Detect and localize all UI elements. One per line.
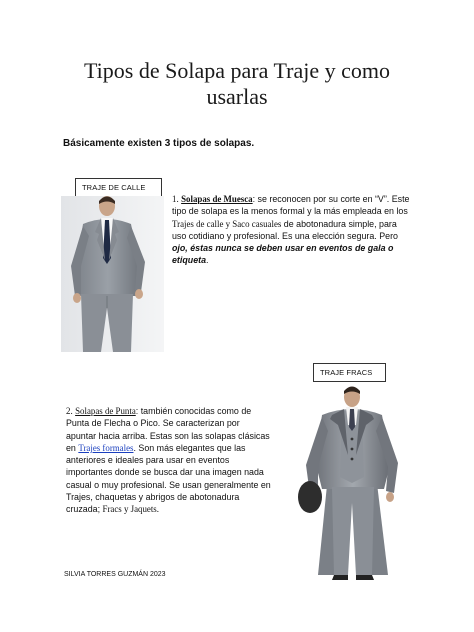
section1-heading: Solapas de Muesca — [181, 194, 253, 204]
trajes-formales-link[interactable]: Trajes formales — [78, 442, 134, 453]
section2-text-b: . Son más elegantes que las anteriores e ideales para usar en eventos importantes donde se busca dar una imagen nada casual o muy profesional. Se usan generalmente en Trajes, chaquetas y abrigos de abotonadura cruzada; — [66, 442, 271, 515]
page-title: Tipos de Solapa para Traje y como usarlas — [84, 58, 390, 109]
section2-serif-b: Fracs y Jaquets. — [102, 504, 159, 515]
section2-text-a: también conocidas como de Punta de Flecha o Pico. Se caracterizan por apuntar hacia arriba. Estas son las solapas clásicas en — [66, 406, 270, 453]
section1-emphasis: ojo, éstas nunca se deben usar en eventos de gala o etiqueta — [172, 243, 394, 266]
section1-serif-a: Trajes de calle y Saco casuales — [172, 218, 282, 229]
label-traje-de-calle: TRAJE DE CALLE — [75, 178, 162, 197]
section2-heading: Solapas de Punta — [75, 406, 136, 416]
section1-colon: : — [252, 194, 256, 204]
suit-photo-calle — [61, 196, 164, 352]
label-traje-fracs: TRAJE FRACS — [313, 363, 386, 382]
section1-number: 1. — [172, 194, 179, 204]
section1-text-a: se reconocen por su corte en “V”. Este tipo de solapa es la menos formal y la más empleada en los — [172, 194, 410, 217]
section2-colon: : — [135, 406, 139, 416]
section1-text-b: de abotonadura simple, para uso cotidiano y profesional. Es una elección segura. Pero — [172, 218, 398, 241]
suit-photo-fracs — [288, 385, 418, 580]
section1-end: . — [206, 255, 209, 266]
section-punta — [66, 405, 271, 516]
section2-number: 2. — [66, 406, 73, 416]
section-muesca — [172, 193, 412, 267]
intro-text: Básicamente existen 3 tipos de solapas. — [63, 138, 255, 149]
footer-author: SILVIA TORRES GUZMÁN 2023 — [64, 571, 166, 578]
